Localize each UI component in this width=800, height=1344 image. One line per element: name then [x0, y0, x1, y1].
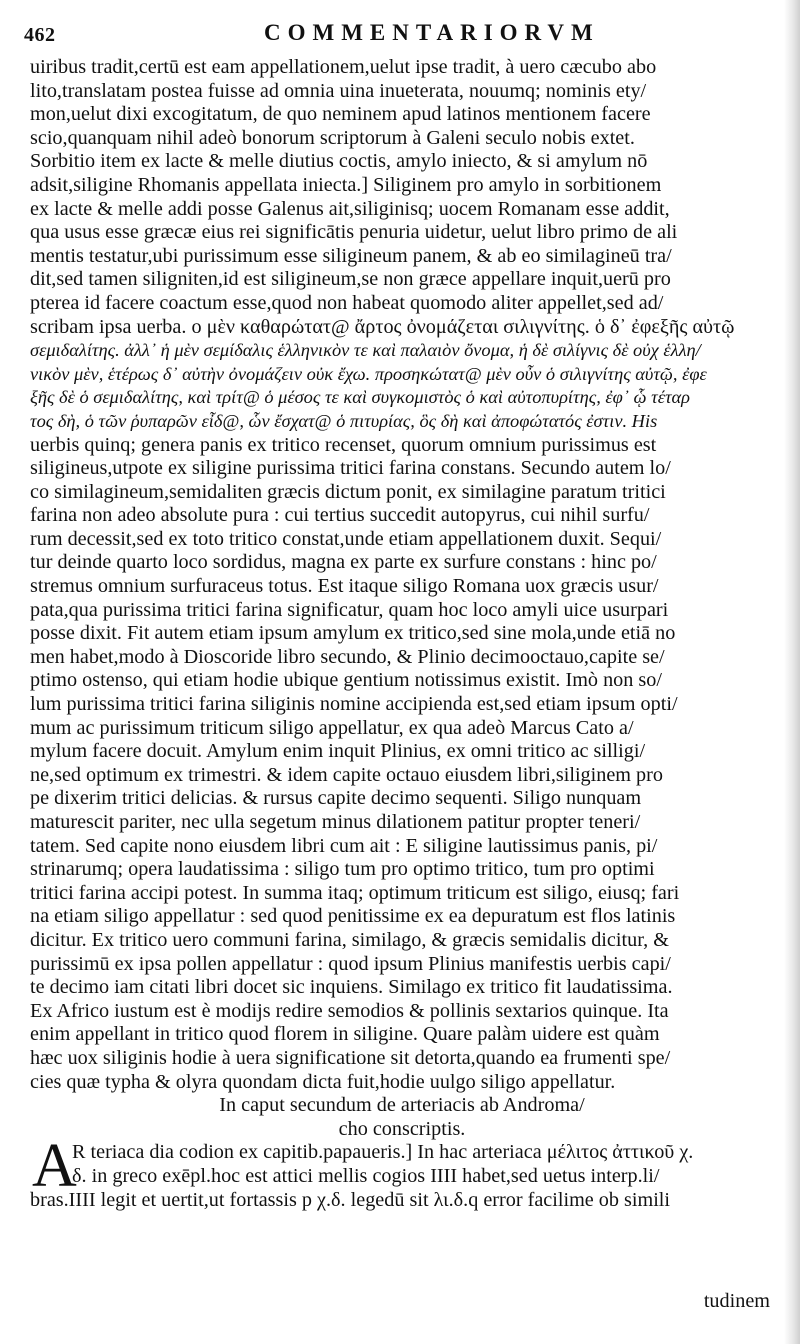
greek-line: τος δὴ, ὁ τῶν ῥυπαρῶν εἶδ@, ὧν ἔσχατ@ ὁ πιτυρίας, ὃς δὴ καὶ ἀποφώτατός ἐστιν. His [30, 410, 658, 431]
text-line: δ. in greco exēpl.hoc est attici mellis cogios IIII habet,sed uetus interp.li/ [72, 1164, 660, 1187]
text-line: adsit,siligine Rhomanis appellata iniecta.] Siliginem pro amylo in sorbitionem [30, 173, 662, 196]
text-line: scribam ipsa uerba. ο μὲν καθαρώτατ@ ἄρτος ὀνομάζεται σιλιγνίτης. ὁ δ᾽ ἐφεξῆς αὐτῷ [30, 315, 735, 338]
page-edge-shadow [784, 0, 800, 1344]
text-line: hæc uox siliginis hodie à uera significatione sit detorta,quando ea frumenti spe/ [30, 1046, 671, 1069]
text-line: qua usus esse græcæ eius rei significātis penuria uidetur, uelut libro primo de ali [30, 221, 678, 244]
text-line: farina non adeo absolute pura : cui tertius succedit autopyrus, cui nihil surfu/ [30, 504, 650, 527]
text-line: rum decessit,sed ex toto tritico constat,unde etiam appellationem duxit. Sequi/ [30, 527, 662, 550]
greek-line: νικὸν μὲν, ἑτέρως δ᾽ αὐτὴν ὀνομάζειν οὐκ ἔχω. προσηκώτατ@ μὲν οὖν ὁ σιλιγνίτης αὐτῷ, ἐφε [30, 363, 707, 384]
text-line: ptimo ostenso, qui etiam hodie ubique gentium notissimus existit. Imò non so/ [30, 669, 662, 692]
text-line: co similagineum,semidaliten græcis dictum ponit, ex similagine paratum tritici [30, 480, 666, 503]
text-line: lum purissima tritici farina siliginis nomine accipienda est,sed etiam ipsum opti/ [30, 693, 678, 716]
body-text [30, 56, 774, 1212]
heading-line: In caput secundum de arteriacis ab Androma/ [219, 1094, 585, 1117]
page-number: 462 [24, 24, 56, 46]
text-line: men habet,modo à Dioscoride libro secundo, & Plinio decimooctauo,capite se/ [30, 645, 665, 668]
text-line: mentis testatur,ubi purissimum esse siligineum panem, & ab eo similagineū tra/ [30, 244, 672, 267]
text-line: purissimū ex ipsa pollen appellatur : quod ipsum Plinius manifestis uerbis capi/ [30, 952, 671, 975]
text-line: cies quæ typha & olyra quondam dicta fuit,hodie uulgo siligo appellatur. [30, 1070, 616, 1093]
text-line: maturescit pariter, nec ulla segetum minus dilationem patitur propter teneri/ [30, 811, 641, 833]
text-line: dicitur. Ex tritico uero communi farina, similago, & græcis semidalis dicitur, & [30, 928, 669, 951]
text-line: tritici farina accipi potest. In summa itaq; optimum triticum est siligo, eiusq; fari [30, 881, 680, 904]
text-line: Ex Africo iustum est è modijs redire semodios & pollinis sextarios quinque. Ita [30, 999, 669, 1022]
catchword: tudinem [703, 1290, 770, 1312]
page-header [24, 14, 780, 54]
text-line: stremus omnium surfuraceus totus. Est itaque siligo Romana uox græcis usur/ [30, 575, 659, 598]
paragraph-block-b [30, 434, 774, 1095]
heading-line: cho conscriptis. [338, 1117, 466, 1140]
paragraph-block-c [30, 1132, 774, 1212]
text-line: uerbis quinq; genera panis ex tritico recenset, quorum omnium purissimus est [30, 433, 657, 456]
text-line: siligineus,utpote ex siligine purissima tritici farina constans. Secundo autem lo/ [30, 457, 671, 480]
text-line: ne,sed optimum ex trimestri. & idem capite octauo eiusdem libri,siliginem pro [30, 763, 663, 786]
text-line: te decimo iam citati libri docet sic inquiens. Similago ex tritico fit laudatissima. [30, 976, 673, 999]
text-line: enim appellant in tritico quod florem in siligine. Quare palàm uidere est quàm [30, 1023, 660, 1046]
text-line: lito,translatam postea fuisse ad omnia uina inueterata, nouumq; nominis ety/ [30, 79, 647, 102]
text-line: Sorbitio item ex lacte & melle diutius coctis, amylo iniecto, & si amylum nō [30, 150, 648, 173]
text-line: strinarumq; opera laudatissima : siligo tum pro optimo tritico, tum pro optimi [30, 858, 655, 881]
text-line: mum ac purissimum triticum siligo appellatur, ex qua adeò Marcus Cato a/ [30, 716, 634, 739]
text-line: tatem. Sed capite nono eiusdem libri cum ait : E siligine lautissimus panis, pi/ [30, 834, 658, 857]
text-line: na etiam siligo appellatur : sed quod penitissime ex ea depuratum est flos latinis [30, 905, 676, 928]
text-line: bras.IIII legit et uertit,ut fortassis p χ.δ. legedū sit λι.δ.q error facilime ob simili [30, 1188, 671, 1211]
text-line: pata,qua purissima tritici farina significatur, quam hoc loco amyli uice usurpari [30, 598, 669, 621]
text-line: dit,sed tamen siligniten,id est siligineum,se non græce appellare inquit,uerū pro [30, 268, 671, 291]
paragraph-block-a [30, 56, 774, 339]
text-line: pe dixerim tritici delicias. & rursus capite decimo sequenti. Siligo nunquam [30, 787, 642, 810]
text-line: ex lacte & melle addi posse Galenus ait,siliginisq; uocem Romanam esse addit, [30, 197, 670, 220]
section-heading [30, 1094, 774, 1141]
text-line: pterea id facere coactum esse,quod non habeat quomodo aliter appellet,sed ad/ [30, 291, 664, 314]
text-line: mon,uelut dixi excogitatum, de quo neminem apud latinos mentionem facere [30, 103, 651, 126]
greek-line: σεμιδαλίτης. ἀλλ᾽ ἡ μὲν σεμίδαλις ἑλληνικὸν τε καὶ παλαιὸν ὄνομα, ἡ δὲ σιλίγνις δὲ οὐχ ἑλλη/ [30, 340, 701, 361]
text-line: mylum facere docuit. Amylum enim inquit Plinius, ex omni tritico ac silligi/ [30, 740, 646, 763]
text-line: R teriaca dia codion ex capitib.papaueris.] In hac arteriaca μέλιτος ἀττικοῦ χ. [72, 1141, 694, 1164]
greek-quotation [30, 339, 774, 433]
text-line: scio,quanquam nihil adeò bonorum scriptorum à Galeni seculo nobis extet. [30, 126, 635, 149]
text-line: uiribus tradit,certū est eam appellationem,uelut ipse tradit, à uero cæcubo abo [30, 56, 657, 78]
drop-cap: A [32, 1132, 77, 1201]
text-line: posse dixit. Fit autem etiam ipsum amylum ex tritico,sed sine mola,unde etiā no [30, 622, 676, 645]
greek-line: ξῆς δὲ ὁ σεμιδαλίτης, καὶ τρίτ@ ὁ μέσος τε καὶ συγκομιστὸς ὁ καὶ αὐτοπυρίτης, ἐφ᾽ ᾧ τέταρ [30, 387, 691, 408]
text-line: tur deinde quarto loco sordidus, magna ex parte ex surfure constans : hinc po/ [30, 551, 657, 574]
running-head: COMMENTARIORVM [264, 20, 600, 45]
